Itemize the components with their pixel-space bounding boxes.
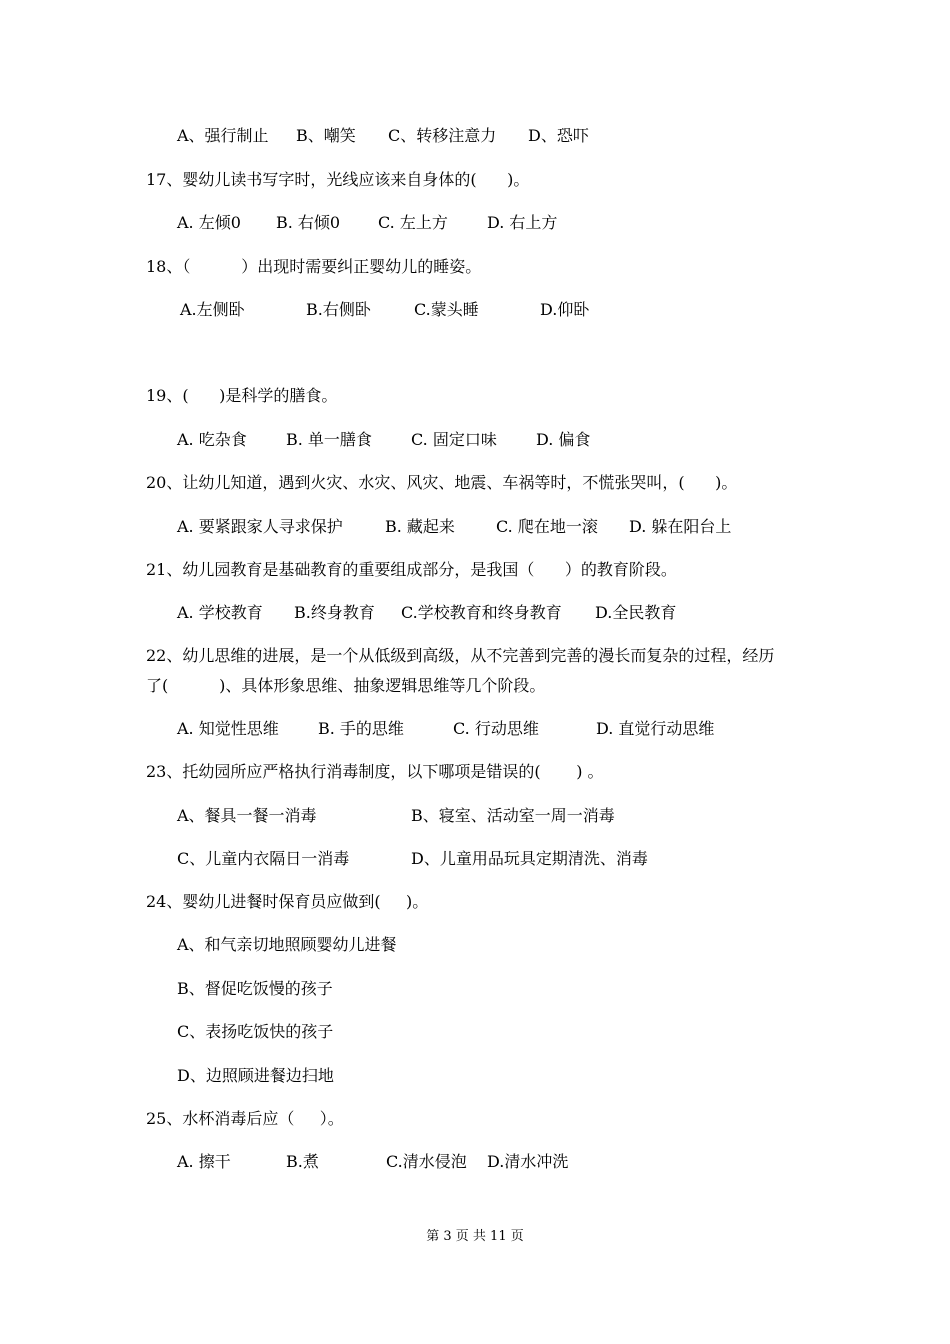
q21-option-d: D.全民教育 (595, 603, 677, 622)
question-24-stem: 24、婴幼儿进餐时保育员应做到( )。 (146, 892, 429, 911)
question-17-stem: 17、婴幼儿读书写字时，光线应该来自身体的( )。 (146, 170, 530, 189)
q18-option-d: D.仰卧 (540, 300, 590, 319)
question-23-stem: 23、托幼园所应严格执行消毒制度，以下哪项是错误的( ) 。 (146, 762, 604, 781)
q25-option-d: D.清水冲洗 (487, 1152, 569, 1171)
q17-option-a: A. 左倾0 (177, 213, 241, 232)
q21-option-c: C.学校教育和终身教育 (401, 603, 562, 622)
q20-option-c: C. 爬在地一滚 (496, 517, 598, 536)
q25-option-c: C.清水侵泡 (386, 1152, 467, 1171)
q25-option-b: B.煮 (286, 1152, 319, 1171)
q18-option-b: B.右侧卧 (306, 300, 371, 319)
q17-option-c: C. 左上方 (378, 213, 448, 232)
q16-option-a: A、强行制止 (177, 126, 269, 145)
q24-option-a: A、和气亲切地照顾婴幼儿进餐 (177, 935, 397, 954)
q20-option-a: A. 要紧跟家人寻求保护 (177, 517, 343, 536)
question-25-stem: 25、水杯消毒后应（ ）。 (146, 1109, 344, 1128)
question-22-stem-line-1: 22、幼儿思维的进展，是一个从低级到高级，从不完善到完善的漫长而复杂的过程，经历 (146, 646, 775, 665)
q25-option-a: A. 擦干 (177, 1152, 231, 1171)
q24-option-c: C、表扬吃饭快的孩子 (177, 1022, 334, 1041)
q24-option-d: D、边照顾进餐边扫地 (177, 1066, 334, 1085)
q18-option-c: C.蒙头睡 (414, 300, 479, 319)
question-22-stem-line-2: 了( )、具体形象思维、抽象逻辑思维等几个阶段。 (146, 676, 546, 695)
q22-option-c: C. 行动思维 (453, 719, 539, 738)
q16-option-b: B、嘲笑 (296, 126, 356, 145)
q23-option-a: A、餐具一餐一消毒 (177, 806, 317, 825)
q17-option-b: B. 右倾0 (276, 213, 341, 232)
q23-option-b: B、寝室、活动室一周一消毒 (411, 806, 615, 825)
q19-option-c: C. 固定口味 (411, 430, 497, 449)
q19-option-d: D. 偏食 (536, 430, 591, 449)
question-20-stem: 20、让幼儿知道，遇到火灾、水灾、风灾、地震、车祸等时，不慌张哭叫，( )。 (146, 473, 738, 492)
q16-option-d: D、恐吓 (528, 126, 589, 145)
question-19-stem: 19、( )是科学的膳食。 (146, 386, 338, 405)
q19-option-b: B. 单一膳食 (286, 430, 372, 449)
q22-option-d: D. 直觉行动思维 (596, 719, 715, 738)
q23-option-d: D、儿童用品玩具定期清洗、消毒 (411, 849, 648, 868)
q19-option-a: A. 吃杂食 (177, 430, 247, 449)
question-21-stem: 21、幼儿园教育是基础教育的重要组成部分，是我国（ ）的教育阶段。 (146, 560, 677, 579)
q17-option-d: D. 右上方 (487, 213, 558, 232)
q16-option-c: C、转移注意力 (388, 126, 497, 145)
q22-option-a: A. 知觉性思维 (177, 719, 279, 738)
q21-option-a: A. 学校教育 (177, 603, 263, 622)
question-18-stem: 18、（ ）出现时需要纠正婴幼儿的睡姿。 (146, 257, 482, 276)
page-number-footer: 第 3 页 共 11 页 (426, 1229, 524, 1244)
q23-option-c: C、儿童内衣隔日一消毒 (177, 849, 350, 868)
q22-option-b: B. 手的思维 (318, 719, 404, 738)
q20-option-d: D. 躲在阳台上 (629, 517, 732, 536)
q18-option-a: A.左侧卧 (180, 300, 245, 319)
q21-option-b: B.终身教育 (294, 603, 375, 622)
q20-option-b: B. 藏起来 (385, 517, 455, 536)
q24-option-b: B、督促吃饭慢的孩子 (177, 979, 333, 998)
